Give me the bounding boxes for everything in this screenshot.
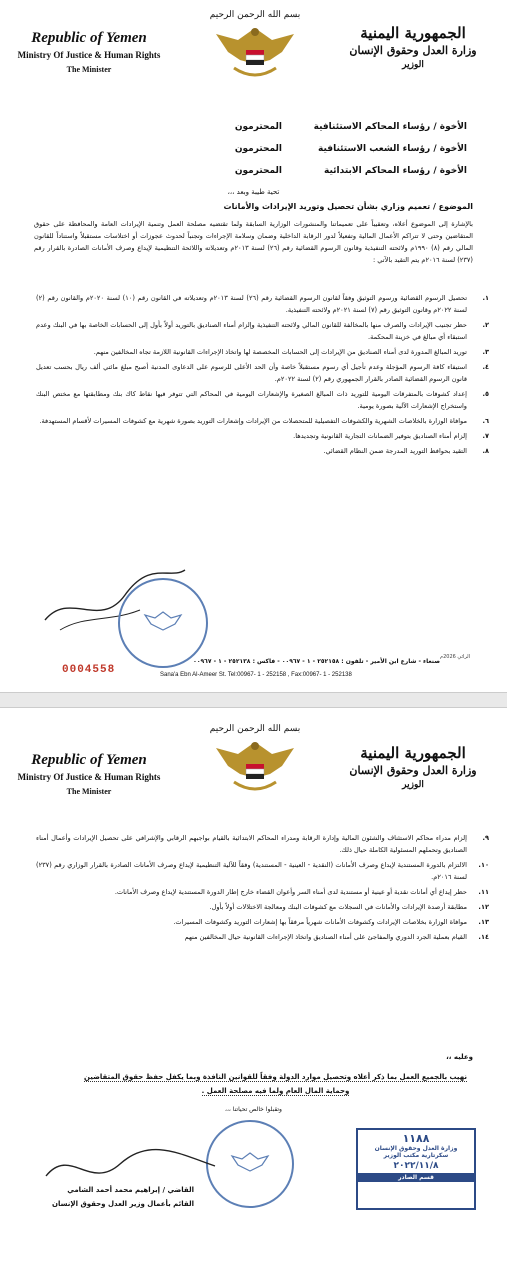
registry-number: ١١٨٨	[402, 1132, 430, 1145]
addressee-3: الأخوة / رؤساء المحاكم الابتدائيةالمحترمون	[234, 166, 467, 176]
list-item: ٥. إعداد كشوفات بالمتفرقات اليومية للتوريد ذات المبالغ الصغيرة والإشعارات اليومية في المحاكم التي تتوفر فيها نقاط كاك بنك ومطابقتها مع مختص البنك واستخراج الإشعارات الآلية بصورة يومية.	[36, 390, 489, 410]
eagle-emblem-icon	[210, 20, 300, 92]
registry-office: سكرتارية مكتب الوزير	[383, 1152, 449, 1159]
letterhead-english	[14, 30, 164, 74]
list-item: ٢. حظر تجنيب الإيرادات والصرف منها بالمخالفة للقانون المالي ولائحته التنفيذية وإلزام أمناء الصناديق بالتوريد أولاً بأول إلى الحسابات الخاصة بها في البنك وعدم استبقاء أي مبالغ في خزينة المحكمة.	[36, 321, 489, 341]
list-item: ١٢. مطابقة أرصدة الإيرادات والأمانات في السجلات مع كشوفات البنك ومعالجة الاختلالات أولاً بأول.	[209, 903, 489, 911]
greeting: تحية طيبة وبعد ،،،	[227, 188, 280, 196]
ministry-name-ar: وزارة العدل وحقوق الإنسان	[349, 44, 477, 57]
list-item: ٣. توريد المبالغ المدورة لدى أمناء الصناديق من الإيرادات إلى الحسابات المخصصة لها واتخاذ الإجراءات القانونية اللازمة تجاه المخالفين منهم.	[93, 348, 489, 356]
basmala: بسم الله الرحمن الرحيم	[209, 724, 301, 734]
page-divider	[0, 692, 507, 708]
addressee-1: الأخوة / رؤساء المحاكم الاستئنافيةالمحترمون	[234, 122, 467, 132]
outgoing-registry-stamp	[356, 1128, 476, 1210]
minister-title-ar: الوزير	[402, 60, 424, 70]
letterhead-arabic	[333, 744, 493, 790]
footer-address-ar: صنعاء - شارع ابن الأمير - تلفون : ٢٥٢١٥٨ - ١ - ٠٠٩٦٧ - فاكس : ٢٥٢١٣٨ - ١ - ٠٠٩٦٧	[193, 658, 440, 665]
ministry-name-ar: وزارة العدل وحقوق الإنسان	[349, 764, 477, 777]
list-item: ٩. إلزام مدراء محاكم الاستئناف والشئون المالية وإدارة الرقابة ومدراء المحاكم الابتدائية بالقيام بواجبهم الرقابي والإشرافي على تحصيل الإيرادات وأعمال أمناء الصناديق وتحملهم المسئولية الكاملة حيال ذلك.	[36, 834, 489, 854]
list-item: ٨. التقيد بحوافظ التوريد المدرجة ضمن النظام القضائي.	[323, 447, 489, 455]
intro-paragraph: بالإشارة إلى الموضوع أعلاه، وتعقيباً على تعميماتنا والمنشورات الوزارية السابقة ولما تقتضيه مصلحة العمل وتنمية الإيرادات العامة والمحافظة على حقوق المتقاضين وحتى لا تتراكم الأعمال المالية وتفعيلاً لدور الرقابة الداخلية وضمان وسلامة الإجراءات وتجنباً لحدوث عجوزات أو اختلاسات مستقبلاً واستناداً للقانون المالي رقم (٨) ١٩٩٠م ولائحته التنفيذية وقانون الرسوم القضائية رقم (٢٦) لسنة ٢٠١٣م وتعديلاته واللائحة التنظيمية لإيداع وصرف الأمانات الصادرة بالقرار رقم (٢٣٧) لسنة ٢٠١٦م يتم التقيد بالآتي :	[34, 220, 473, 264]
document-serial-number: 0004558	[62, 664, 116, 676]
list-item: ٧. إلزام أمناء الصناديق بتوفير الضمانات التجارية القانونية وتجديدها.	[293, 432, 489, 440]
subject-line: الموضوع / تعميم وزاري بشأن تحصيل وتوريد الإيرادات والأمانات	[223, 202, 473, 211]
directives-list-part-2	[36, 832, 489, 946]
letterhead-arabic	[333, 24, 493, 70]
print-note: الرائي 2026م	[440, 654, 471, 660]
list-item: ٤. استيفاء كافة الرسوم المؤجلة وعدم تأجيل أي رسوم مستقبلاً خاصة وأن الحد الأعلى للرسوم على الدعاوى المدنية أصبح مبلغ مائتي ألف ريال بحسب تعديل قانون الرسوم القضائية الصادر بالقرار الجمهوري رقم (٢) لسنة ٢٠٢٢م.	[36, 363, 489, 383]
list-item: ١٠. الالتزام بالدورة المستندية لإيداع وصرف الأمانات (النقدية - العينية - المستندية) وفقاً للآلية التنظيمية لإيداع وصرف الأمانات الصادرة بالقرار الوزاري رقم (٢٣٧) لسنة ٢٠١٦م.	[36, 861, 489, 881]
list-item: ١١. حظر إيداع أي أمانات نقدية أو عينية أو مستندية لدى أمناء السر وأعوان القضاء خارج إطار الدورة المستندية لإيداع وصرف الأمانات.	[114, 888, 489, 896]
minister-title-en: The Minister	[66, 65, 112, 74]
signatory-name: القاضي / إبراهيم محمد أحمد الشامي	[67, 1186, 194, 1194]
country-name-ar: الجمهورية اليمنية	[360, 24, 466, 42]
footer-address-en: Sana'a Ebn Al-Ameer St. Tel:00967- 1 - 252158 , Fax:00967- 1 - 252138	[160, 672, 352, 678]
country-name-en: Republic of Yemen	[31, 752, 147, 768]
ministry-name-en: Ministry Of Justice & Human Rights	[17, 772, 161, 782]
registry-date: ٢٠٢٢/١١/٨	[393, 1161, 439, 1171]
ministry-name-en: Ministry Of Justice & Human Rights	[17, 50, 161, 60]
list-item: ١. تحصيل الرسوم القضائية ورسوم التوثيق وفقاً لقانون الرسوم القضائية رقم (٢٦) لسنة ٢٠١٣م وتعديلاته في القانون رقم (١٠) لسنة ٢٠٢٠م والقانون رقم (٢) لسنة ٢٠٢٢م وقانون التوثيق رقم (٧) لسنة ٢٠٢١م ولائحته التنفيذية.	[36, 294, 489, 314]
minister-title-en: The Minister	[66, 787, 112, 796]
closing-paragraph: نهيب بالجميع العمل بما ذكر أعلاه وتحصيل موارد الدولة وفقاً للقوانين النافذة وبما يكفل حفظ حقوق المتقاضين وحماية المال العام ولما فيه مصلحة العمل .	[83, 1073, 468, 1095]
eagle-emblem-icon	[210, 734, 300, 806]
list-item: ١٣. موافاة الوزارة بخلاصات الإيرادات وكشوفات الأمانات شهرياً مرفقاً بها إشعارات التوريد وكشوفات المسيرات.	[173, 918, 489, 926]
basmala: بسم الله الرحمن الرحيم	[209, 10, 301, 20]
letter-page-2	[0, 708, 507, 1280]
minister-title-ar: الوزير	[402, 780, 424, 790]
closing-regards: وتقبلوا خالص تحياتنا ،،،	[225, 1106, 282, 1113]
letterhead-emblem	[195, 724, 315, 810]
letterhead-emblem	[195, 10, 315, 96]
letterhead-english	[14, 752, 164, 796]
signatory-block	[34, 1186, 194, 1208]
country-name-en: Republic of Yemen	[31, 30, 147, 46]
registry-label: قسم الصادر	[358, 1173, 474, 1182]
ministry-seal-stamp	[118, 578, 208, 668]
closing-heading: وعليه ،،	[446, 1053, 473, 1061]
list-item: ٦. موافاة الوزارة بالخلاصات الشهرية والكشوفات التفصيلية للمتحصلات من الإيرادات وإشعارات التوريد بصورة شهرية مع كشوفات المسيرات لأقسام المستهدفة.	[39, 417, 489, 425]
directives-list-part-1	[36, 292, 489, 460]
seal-eagle-icon	[230, 1149, 270, 1179]
signatory-title: القائم بأعمال وزير العدل وحقوق الإنسان	[52, 1200, 194, 1208]
registry-ministry: وزارة العدل وحقوق الإنسان	[374, 1145, 458, 1152]
seal-eagle-icon	[143, 608, 183, 638]
addressee-2: الأخوة / رؤساء الشعب الاستئنافيةالمحترمون	[234, 144, 467, 154]
list-item: ١٤. القيام بعملية الجرد الدوري والمفاجئ على أمناء الصناديق واتخاذ الإجراءات القانونية حيال المخالفين منهم	[184, 933, 489, 941]
country-name-ar: الجمهورية اليمنية	[360, 744, 466, 762]
